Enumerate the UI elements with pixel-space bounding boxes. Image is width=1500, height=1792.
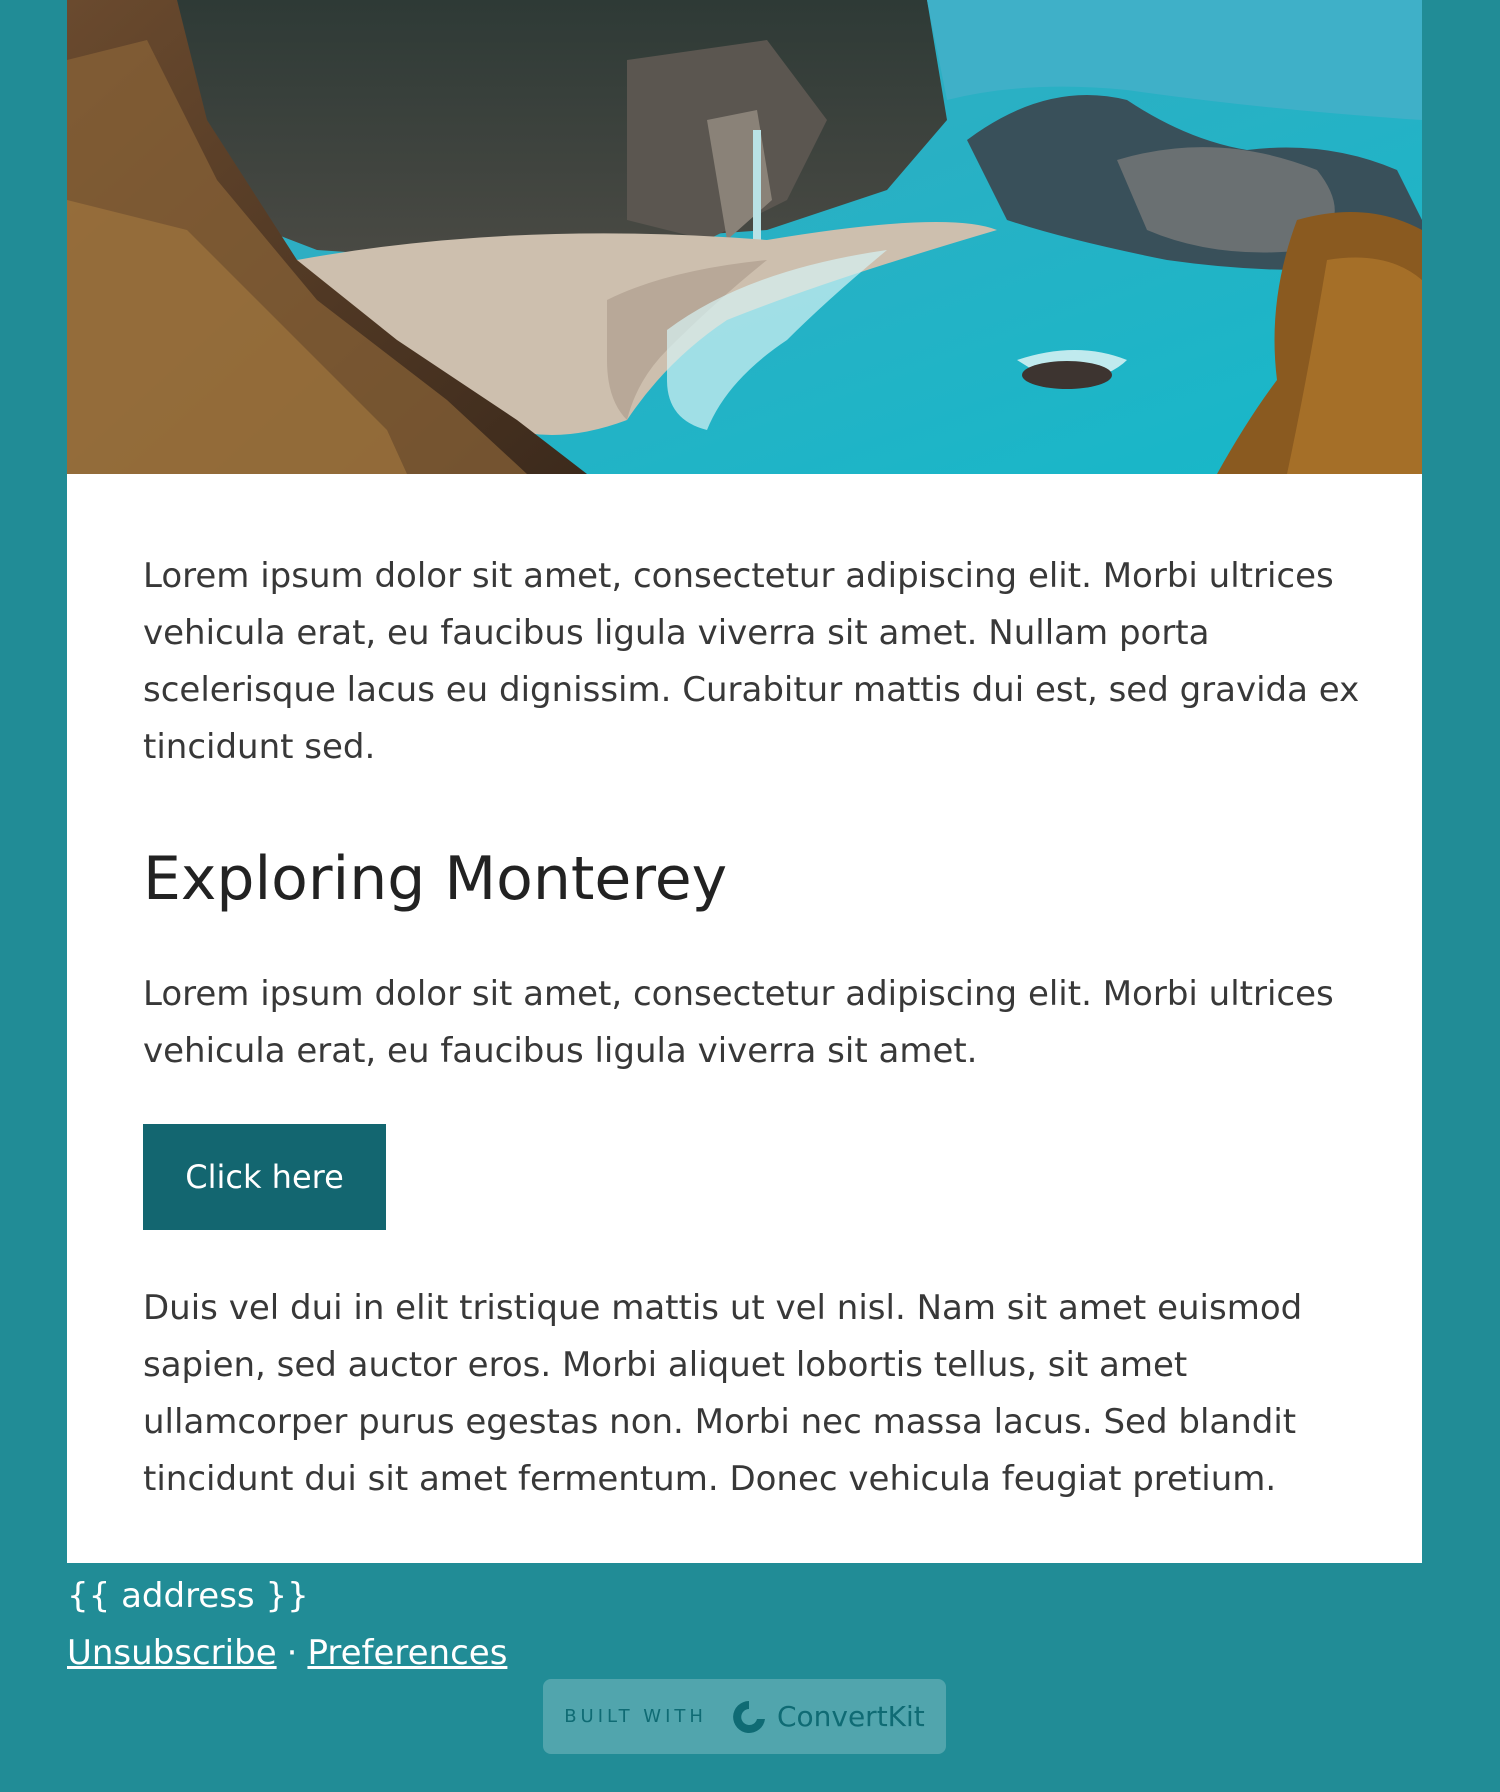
section-heading: Exploring Monterey <box>143 844 728 914</box>
coastline-landscape-image <box>67 0 1422 474</box>
footer-links <box>67 1625 507 1682</box>
preferences-link[interactable]: Preferences <box>307 1633 508 1673</box>
intro-paragraph: Lorem ipsum dolor sit amet, consectetur adipiscing elit. Morbi ultrices vehicula erat, eu faucibus ligula viverra sit amet. Nullam porta scelerisque lacus eu dignissim. Curabitur mattis dui est, sed gravida ex tincidunt sed. <box>143 556 1360 767</box>
link-separator: · <box>286 1633 298 1673</box>
email-footer <box>67 1568 507 1682</box>
built-with-label: BUILT WITH <box>564 1706 707 1727</box>
unsubscribe-link[interactable]: Unsubscribe <box>67 1633 277 1673</box>
convertkit-logo-icon <box>729 1697 769 1737</box>
email-body <box>143 548 1423 1508</box>
click-here-button[interactable]: Click here <box>143 1124 386 1230</box>
hero-image <box>67 0 1422 474</box>
convertkit-brand-text: ConvertKit <box>776 1700 925 1733</box>
section-paragraph: Lorem ipsum dolor sit amet, consectetur adipiscing elit. Morbi ultrices vehicula erat, eu faucibus ligula viverra sit amet. <box>143 974 1334 1071</box>
closing-paragraph: Duis vel dui in elit tristique mattis ut vel nisl. Nam sit amet euismod sapien, sed auctor eros. Morbi aliquet lobortis tellus, sit amet ullamcorper purus egestas non. Morbi nec massa lacus. Sed blandit tincidunt dui sit amet fermentum. Donec vehicula feugiat pretium. <box>143 1288 1303 1499</box>
address-text: {{ address }} <box>67 1576 309 1616</box>
email-card <box>67 0 1422 1563</box>
built-with-convertkit-badge[interactable] <box>543 1679 946 1754</box>
